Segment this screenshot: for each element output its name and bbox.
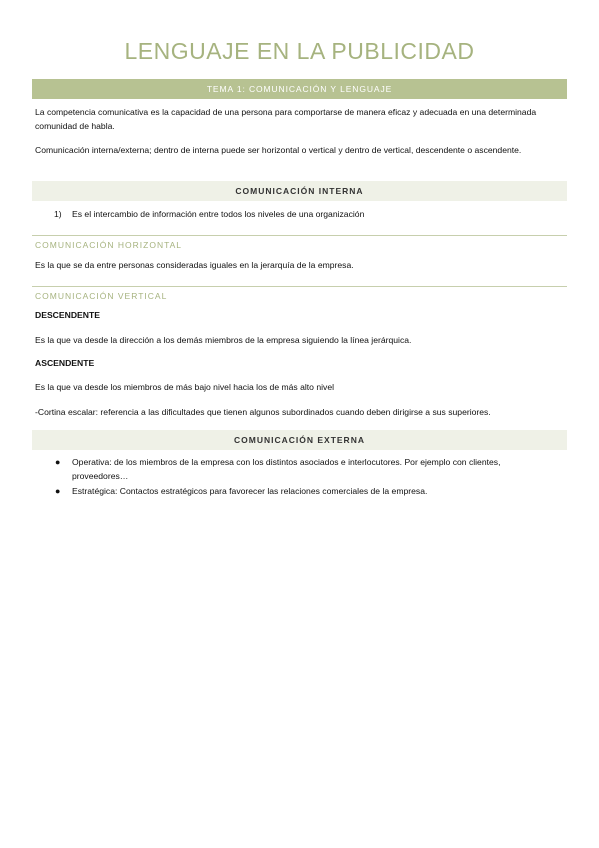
- label-ascendente: ASCENDENTE: [35, 358, 95, 368]
- bullet-text: Estratégica: Contactos estratégicos para favorecer las relaciones comerciales de la empresa.: [72, 486, 428, 496]
- ascendente-description: Es la que va desde los miembros de más bajo nivel hacia los de más alto nivel: [35, 382, 335, 392]
- descendente-description: Es la que va desde la dirección a los demás miembros de la empresa siguiendo la línea jerárquica.: [35, 335, 412, 345]
- section-divider: [32, 235, 567, 236]
- section-divider: [32, 286, 567, 287]
- section-band-tema-1: TEMA 1: COMUNICACIÓN Y LENGUAJE: [32, 79, 567, 99]
- heading-comunicacion-interna: COMUNICACIÓN INTERNA: [32, 181, 567, 201]
- label-descendente: DESCENDENTE: [35, 310, 100, 320]
- bullet-icon: ●: [55, 486, 61, 496]
- horizontal-description: Es la que se da entre personas consideradas iguales en la jerarquía de la empresa.: [35, 260, 354, 270]
- list-item-text: Es el intercambio de información entre todos los niveles de una organización: [72, 209, 365, 219]
- document-title: LENGUAJE EN LA PUBLICIDAD: [124, 38, 475, 64]
- intro-paragraph-comunicacion: Comunicación interna/externa; dentro de interna puede ser horizontal o vertical y dentro de vertical, descendente o ascendente.: [35, 145, 522, 155]
- bullet-item-operativa: [55, 456, 545, 483]
- bullet-text: Operativa: de los miembros de la empresa con los distintos asociados e interlocutores. Por ejemplo con clientes, proveedores…: [72, 457, 501, 481]
- heading-comunicacion-vertical: COMUNICACIÓN VERTICAL: [35, 291, 168, 301]
- heading-comunicacion-horizontal: COMUNICACIÓN HORIZONTAL: [35, 240, 183, 250]
- bullet-icon: ●: [55, 457, 61, 467]
- bullet-item-estrategica: [55, 485, 545, 499]
- numbered-list-item: [54, 207, 554, 221]
- list-number: 1): [54, 209, 62, 219]
- heading-comunicacion-externa: COMUNICACIÓN EXTERNA: [32, 430, 567, 450]
- cortina-escalar-note: -Cortina escalar: referencia a las dificultades que tienen algunos subordinados cuando deben dirigirse a sus superiores.: [35, 407, 491, 417]
- intro-paragraph-competencia: La competencia comunicativa es la capacidad de una persona para comportarse de manera eficaz y adecuada en una determinada comunidad de habla.: [35, 107, 537, 131]
